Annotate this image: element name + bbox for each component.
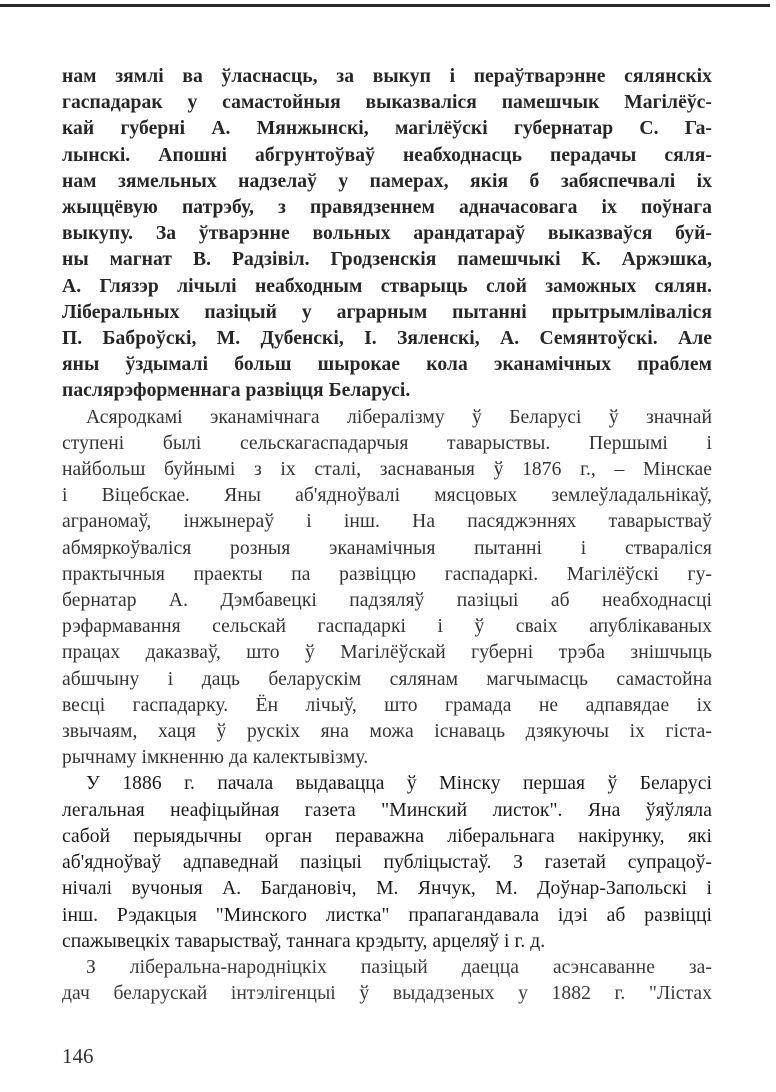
text-line: звычаям, хаця ў рускіх яна можа існаваць дзякуючы іх гіста-: [62, 721, 712, 743]
text-line: легальная неафіцыйная газета "Минский листок". Яна ўяўляла: [62, 799, 712, 821]
text-line: інш. Рэдакцыя "Минского листка" прапагандавала ідэі аб развіцці: [62, 904, 712, 926]
text-line: жыццёвую патрэбу, з правядзеннем адначасовага іх поўнага: [62, 197, 712, 219]
text-line: аграномаў, інжынераў і інш. На пасяджэннях таварыстваў: [62, 511, 712, 533]
text-line: У 1886 г. пачала выдавацца ў Мінску першая ў Беларусі: [86, 773, 712, 795]
text-line: рэфармавання сельскай гаспадаркі і ў сваіх апублікаваных: [62, 616, 712, 638]
text-line: абмяркоўваліся розныя эканамічныя пытанні і стваралiся: [62, 537, 712, 559]
text-line: ступені былі сельскагаспадарчыя таварыствы. Першымі і: [62, 432, 712, 454]
text-line: выкупу. За ўтварэнне вольных арандатараў выказваўся буй-: [62, 223, 712, 245]
text-line: бернатар А. Дэмбавецкі падзяляў пазіцыі аб неабходнасці: [62, 590, 712, 612]
text-line: нічалі вучоныя А. Багдановіч, М. Янчук, М. Доўнар-Запольскі і: [62, 878, 712, 900]
text-line: гаспадарак у самастойныя выказваліся памешчык Магілёўс-: [62, 92, 712, 114]
paragraph-3: [62, 771, 712, 954]
text-line: спажывецкіх таварыстваў, таннага крэдыту, арцеляў і г. д.: [62, 930, 546, 952]
text-line: А. Глязэр лічылі неабходным стварыць слой заможных сялян.: [62, 275, 712, 297]
text-line: рычнаму імкненню да калектывізму.: [62, 747, 369, 769]
text-line: сабой перыядычны орган пераважна ліберальнага накірунку, які: [62, 825, 712, 847]
text-line: нам зямлі ва ўласнасць, за выкуп і пераўтварэнне сялянскіх: [62, 66, 712, 87]
paragraph-1: [62, 64, 712, 405]
page-body: [62, 64, 712, 1007]
text-line: і Віцебскае. Яны аб'ядноўвалі мясцовых землеўладальнікаў,: [62, 485, 712, 507]
text-line: дач беларускай інтэлігенцыі ў выдадзеных у 1882 г. "Лістах: [62, 983, 712, 1005]
text-line: нам зямельных надзелаў у памерах, якія б забяспечвалі іх: [62, 170, 712, 192]
text-line: ны магнат В. Радзівіл. Гродзенскія памешчыкі К. Аржэшка,: [62, 249, 712, 271]
text-line: З ліберальна-народніцкіх пазіцый даецца асэнсаванне за-: [86, 956, 712, 978]
text-line: аб'ядноўваў адпаведнай пазіцыі публіцыстаў. З газетай супрацоў-: [62, 852, 712, 874]
text-line: найбольш буйнымі з іх сталі, заснаваныя ў 1876 г., – Мінскае: [62, 459, 712, 481]
text-line: весці гаспадарку. Ён лічыў, што грамада не адпавядае іх: [62, 694, 712, 716]
paragraph-2: [62, 405, 712, 772]
paragraph-4: [62, 955, 712, 1007]
text-line: паслярэформеннага развіцця Беларусі.: [62, 380, 411, 402]
text-line: Асяродкамі эканамічнага лібералізму ў Беларусі ў значнай: [86, 406, 712, 428]
text-line: абшчыну і даць беларускім сялянам магчымасць самастойна: [62, 668, 712, 690]
text-line: працах даказваў, што ў Магілёўскай губерні трэба знішчыць: [62, 642, 712, 664]
text-line: Ліберальных пазіцый у аграрным пытанні прытрымліваліся: [62, 301, 712, 323]
text-line: П. Бабpоўскі, М. Дубенскі, І. Зяленскі, А. Семянтоўскі. Але: [62, 328, 712, 350]
text-line: кай губерні А. Мянжынскі, магілёўскі губернатар С. Га-: [62, 118, 712, 140]
text-line: яны ўздымалі больш шырокае кола эканамічных праблем: [62, 354, 712, 376]
page-number: 146: [62, 1044, 94, 1068]
top-rule: [0, 4, 770, 7]
text-line: практычныя праекты па развіццю гаспадаркі. Магілёўскі гу-: [62, 563, 712, 585]
text-line: лынскі. Апошні абгрунтоўваў неабходнасць перадачы сяля-: [62, 144, 712, 166]
